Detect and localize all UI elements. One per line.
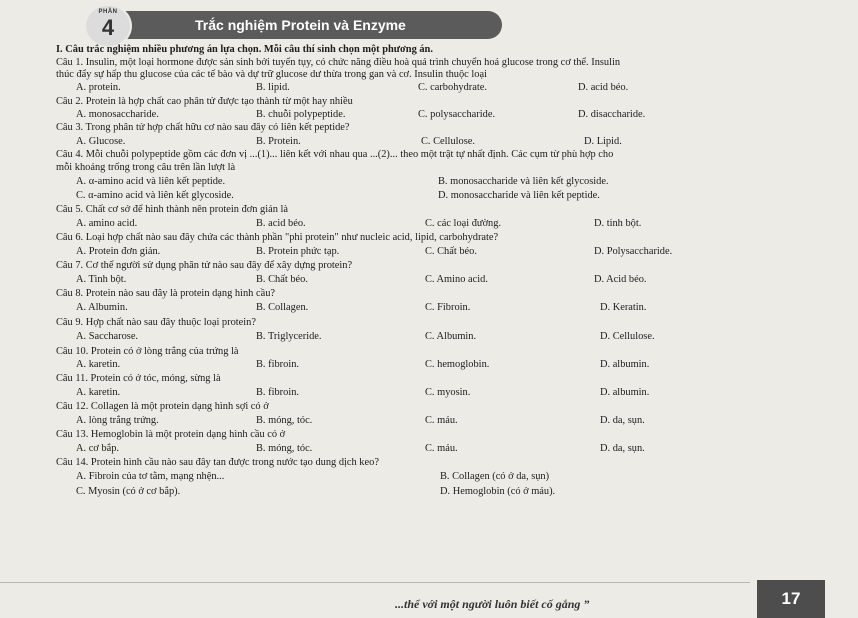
option-d: D. Keratin.	[600, 302, 647, 313]
option-b: B. lipid.	[256, 82, 290, 93]
question-stem: Câu 5. Chất cơ sở để hình thành nên protein đơn giản là	[56, 204, 289, 215]
question-stem: Câu 9. Hợp chất nào sau đây thuộc loại protein?	[56, 317, 256, 328]
option-a: A. karetin.	[76, 387, 121, 398]
option-a: A. Fibroin của tơ tằm, mạng nhện...	[76, 471, 225, 482]
question-stem: Câu 7. Cơ thể người sử dụng phân tử nào sau đây để xây dựng protein?	[56, 260, 353, 271]
option-c: C. Amino acid.	[425, 274, 488, 285]
footer-divider	[0, 582, 750, 583]
option-c: C. myosin.	[425, 387, 471, 398]
option-d: D. Hemoglobin (có ở máu).	[440, 486, 556, 497]
option-c: C. các loại đường.	[425, 218, 502, 229]
option-c: C. hemoglobin.	[425, 359, 490, 370]
option-a: A. Glucose.	[76, 136, 126, 147]
option-c: C. máu.	[425, 415, 458, 426]
option-b: B. chuỗi polypeptide.	[256, 109, 346, 120]
page-title: Trắc nghiệm Protein và Enzyme	[195, 17, 406, 33]
question-stem: Câu 13. Hemoglobin là một protein dạng hình cầu có ở	[56, 429, 286, 440]
option-b: B. Chất béo.	[256, 274, 308, 285]
option-d: D. da, sụn.	[600, 443, 645, 454]
option-c: C. Myosin (có ở cơ bắp).	[76, 486, 181, 497]
question-stem: Câu 8. Protein nào sau đây là protein dạng hình cầu?	[56, 288, 276, 299]
option-c: C. máu.	[425, 443, 458, 454]
question-stem: thúc đẩy sự hấp thu glucose của các tế bào và dự trữ glucose dư thừa trong gan và cơ. Insulin thuộc loại	[56, 69, 487, 80]
option-c: C. carbohydrate.	[418, 82, 487, 93]
option-c: C. Chất béo.	[425, 246, 477, 257]
chapter-number: 4	[101, 15, 115, 40]
option-d: D. tinh bột.	[594, 218, 642, 229]
option-a: A. Albumin.	[76, 302, 128, 313]
option-c: C. Albumin.	[425, 331, 477, 342]
question-stem: Câu 4. Mỗi chuỗi polypeptide gồm các đơn vị ...(1)... liên kết với nhau qua ...(2)... theo một trật tự nhất định. Các cụm từ phù hợp cho	[56, 149, 614, 160]
question-stem: Câu 2. Protein là hợp chất cao phân tử được tạo thành từ một hay nhiều	[56, 96, 353, 107]
option-c: C. Fibroin.	[425, 302, 471, 313]
option-a: A. Protein đơn giản.	[76, 246, 161, 257]
chapter-label: PHẦN	[98, 9, 118, 15]
option-b: B. Protein.	[256, 136, 301, 147]
question-stem: Câu 11. Protein có ở tóc, móng, sừng là	[56, 373, 221, 384]
option-d: D. Cellulose.	[600, 331, 655, 342]
chapter-badge	[84, 4, 132, 48]
page-number: 17	[757, 580, 825, 618]
footer-quote: ...thể với một người luôn biết cố gắng ”	[395, 597, 590, 611]
option-b: B. fibroin.	[256, 359, 300, 370]
option-b: B. Protein phức tạp.	[256, 246, 340, 257]
question-stem: Câu 6. Loại hợp chất nào sau đây chứa các thành phần "phi protein" như nucleic acid, lipid, carbohydrate?	[56, 232, 499, 243]
question-stem: Câu 10. Protein có ở lòng trắng của trứng là	[56, 346, 239, 357]
option-a: A. protein.	[76, 82, 121, 93]
option-d: D. albumin.	[600, 387, 650, 398]
question-stem: Câu 1. Insulin, một loại hormone được sản sinh bởi tuyến tụy, có chức năng điều hoà quá trình chuyển hoá glucose trong cơ thể. Insulin	[56, 57, 621, 68]
option-b: B. Collagen.	[256, 302, 309, 313]
option-a: A. cơ bắp.	[76, 443, 120, 454]
question-stem: Câu 14. Protein hình cầu nào sau đây tan được trong nước tạo dung dịch keo?	[56, 457, 379, 468]
option-d: D. albumin.	[600, 359, 650, 370]
option-d: D. Polysaccharide.	[594, 246, 673, 257]
option-b: B. acid béo.	[256, 218, 306, 229]
option-b: B. Triglyceride.	[256, 331, 322, 342]
question-stem: Câu 3. Trong phân tử hợp chất hữu cơ nào sau đây có liên kết peptide?	[56, 122, 350, 133]
question-stem: Câu 12. Collagen là một protein dạng hình sợi có ở	[56, 401, 269, 412]
option-d: D. disaccharide.	[578, 109, 646, 120]
option-a: A. monosaccharide.	[76, 109, 159, 120]
question-stem: mỗi khoảng trống trong câu trên lần lượt là	[56, 162, 236, 173]
option-d: D. Lipid.	[584, 136, 622, 147]
option-d: D. monosaccharide và liên kết peptide.	[438, 190, 600, 201]
option-d: D. acid béo.	[578, 82, 629, 93]
option-d: D. da, sụn.	[600, 415, 645, 426]
option-a: A. lòng trắng trứng.	[76, 415, 159, 426]
option-c: C. polysaccharide.	[418, 109, 496, 120]
option-a: A. Saccharose.	[76, 331, 139, 342]
option-a: A. α-amino acid và liên kết peptide.	[76, 176, 226, 187]
option-b: B. monosaccharide và liên kết glycoside.	[438, 176, 609, 187]
option-a: A. amino acid.	[76, 218, 138, 229]
option-b: B. móng, tóc.	[256, 443, 313, 454]
option-a: A. karetin.	[76, 359, 121, 370]
option-c: C. Cellulose.	[421, 136, 475, 147]
option-c: C. α-amino acid và liên kết glycoside.	[76, 190, 234, 201]
option-b: B. fibroin.	[256, 387, 300, 398]
option-a: A. Tinh bột.	[76, 274, 127, 285]
option-d: D. Acid béo.	[594, 274, 647, 285]
option-b: B. Collagen (có ở da, sụn)	[440, 471, 550, 482]
option-b: B. móng, tóc.	[256, 415, 313, 426]
section-title: I. Câu trắc nghiệm nhiều phương án lựa chọn. Mỗi câu thí sinh chọn một phương án.	[56, 44, 433, 55]
